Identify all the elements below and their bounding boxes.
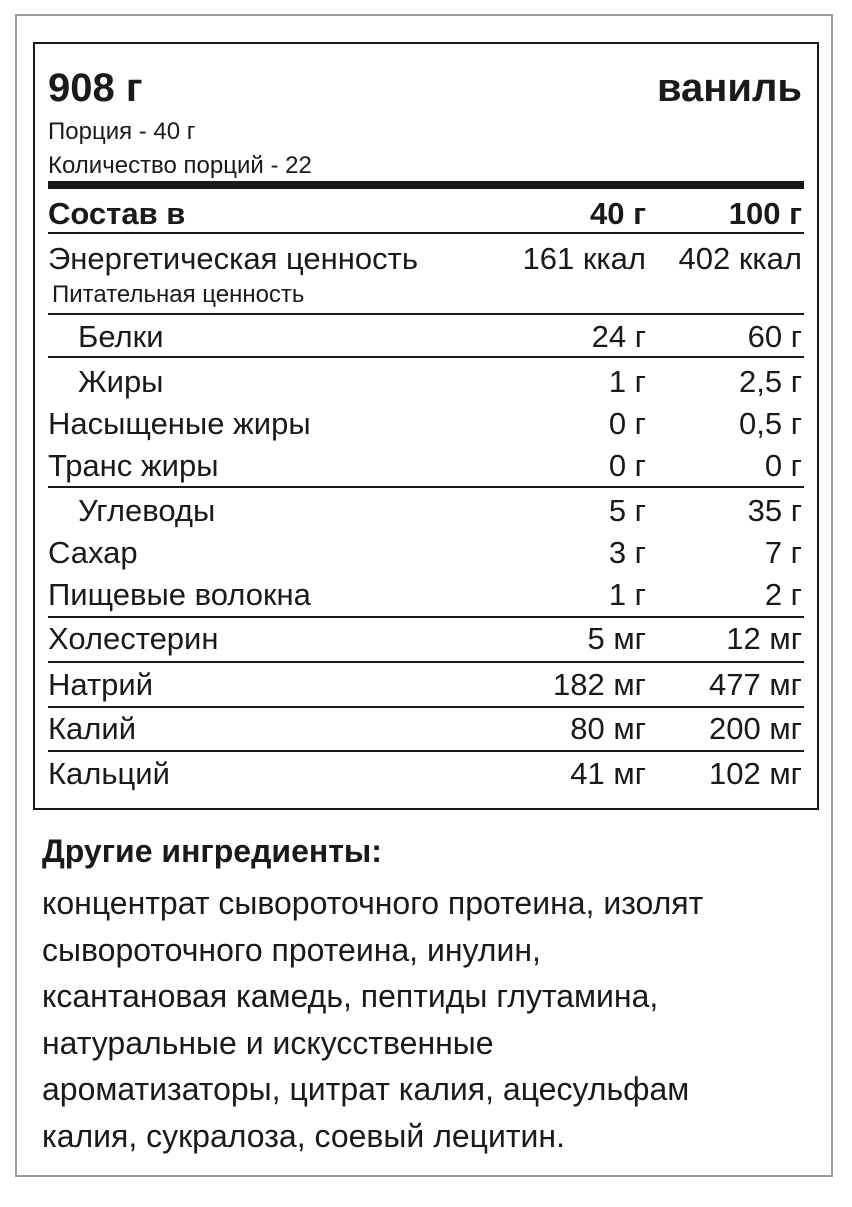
row-col2: 0 г [764,448,802,483]
row-col1: 41 мг [570,756,646,791]
divider [48,486,804,488]
row-col1: 0 г [608,448,646,483]
row-label: Пищевые волокна [48,577,311,612]
divider [48,232,804,234]
row-col2: 2 г [764,577,802,612]
row-col1: 182 мг [553,667,646,702]
table-heading-col2: 100 г [728,196,802,231]
row-label: Кальций [48,756,170,791]
row-col1: 5 г [608,493,646,528]
row-label: Белки [78,319,164,354]
divider [48,661,804,663]
nutritional-value-note: Питательная ценность [52,281,305,308]
row-col2: 12 мг [726,621,802,656]
row-col2: 200 мг [709,711,802,746]
energy-col1: 161 ккал [522,241,646,276]
ingredients-line: ксантановая камедь, пептиды глутамина, [42,978,659,1014]
divider [48,356,804,358]
row-label: Сахар [48,535,138,570]
row-col1: 1 г [608,364,646,399]
ingredients-line: ароматизаторы, цитрат калия, ацесульфам [42,1071,690,1107]
servings-count: Количество порций - 22 [48,152,312,179]
row-label: Жиры [78,364,164,399]
row-col1: 5 мг [587,621,646,656]
energy-col2: 402 ккал [678,241,802,276]
ingredients-line: натуральные и искусственные [42,1024,494,1061]
ingredients-line: калия, сукралоза, соевый лецитин. [42,1117,565,1154]
ingredients-text [42,880,802,1159]
energy-label: Энергетическая ценность [48,241,418,276]
row-col2: 35 г [747,493,802,528]
row-col2: 102 мг [709,756,802,791]
table-heading-label: Состав в [48,196,186,231]
divider [48,313,804,315]
row-label: Калий [48,711,137,746]
row-label: Углеводы [78,493,216,528]
row-col2: 7 г [764,535,802,570]
divider [48,750,804,752]
divider [48,616,804,618]
table-heading-col1: 40 г [589,196,646,231]
row-col1: 3 г [608,535,646,570]
product-flavor: ваниль [656,66,802,110]
row-col2: 477 мг [709,667,802,702]
row-col1: 0 г [608,406,646,441]
header-divider [48,181,804,189]
row-label: Холестерин [48,621,219,656]
other-ingredients-title: Другие ингредиенты: [42,833,382,869]
row-label: Насыщеные жиры [48,406,311,441]
row-col1: 80 мг [570,711,646,746]
row-label: Натрий [48,667,154,702]
row-col2: 60 г [747,319,802,354]
serving-size: Порция - 40 г [48,118,196,145]
row-col1: 24 г [591,319,646,354]
row-label: Транс жиры [48,448,219,483]
row-col2: 0,5 г [738,406,802,441]
row-col1: 1 г [608,577,646,612]
product-weight: 908 г [48,66,143,110]
ingredients-line: концентрат сывороточного протеина, изолят [42,885,704,921]
ingredients-line: сывороточного протеина, инулин, [42,931,541,968]
divider [48,706,804,708]
row-col2: 2,5 г [738,364,802,399]
